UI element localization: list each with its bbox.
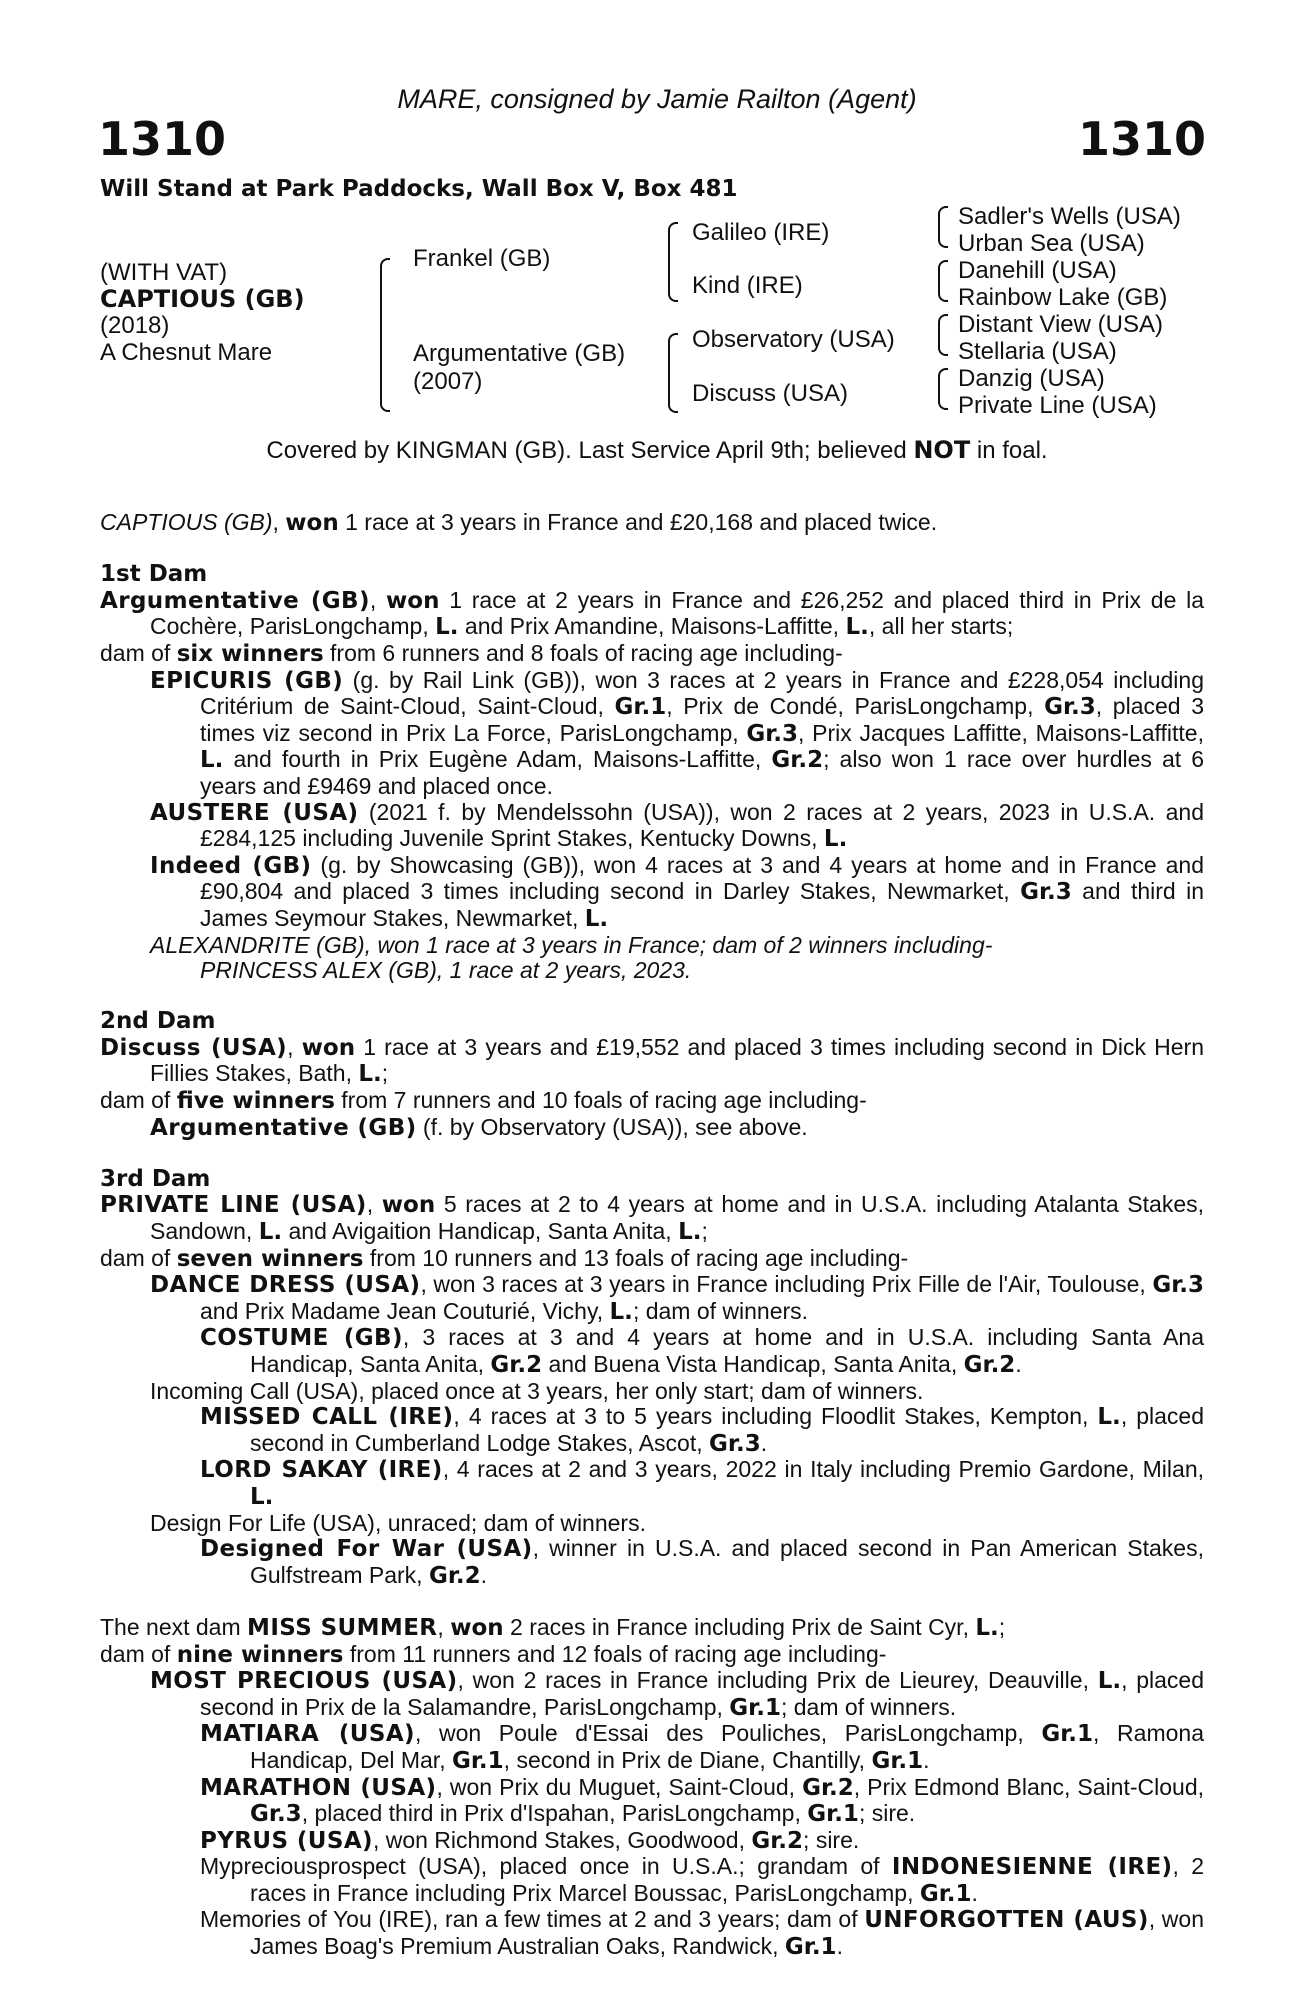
produce-memories-of-you: Memories of You (IRE), ran a few times at 2 and 3 years; dam of UNFORGOTTEN (AUS), won James Boag's Premium Australian Oaks, Randwick, Gr.1.: [200, 1906, 1204, 1961]
pedigree-brace-main: [380, 258, 390, 412]
produce-marathon: MARATHON (USA), won Prix du Muguet, Saint-Cloud, Gr.2, Prix Edmond Blanc, Saint-Cloud, Gr.3, placed third in Prix d'Ispahan, ParisLongchamp, Gr.1; sire.: [200, 1773, 1205, 1828]
third-dam-produce: dam of seven winners from 10 runners and 13 foals of racing age including-: [100, 1244, 909, 1272]
pedigree-sire-dam: Kind (IRE): [692, 272, 803, 299]
lot-number-right: 1310: [1077, 112, 1206, 166]
produce-designed-for-war: Designed For War (USA), winner in U.S.A. and placed second in Pan American Stakes, Gulfstream Park, Gr.2.: [200, 1535, 1204, 1589]
next-dam-line: The next dam MISS SUMMER, won 2 races in France including Prix de Saint Cyr, L.;: [100, 1613, 1006, 1641]
vat-note: (WITH VAT): [100, 259, 228, 286]
produce-princess-alex: PRINCESS ALEX (GB), 1 race at 2 years, 2023.: [200, 957, 692, 984]
pedigree-brace-dam: [668, 333, 678, 413]
second-dam-heading: 2nd Dam: [100, 1008, 216, 1035]
produce-design-for-life: Design For Life (USA), unraced; dam of winners.: [150, 1509, 646, 1536]
pedigree-brace-g4: [938, 368, 948, 410]
pedigree-dam-year: (2007): [413, 368, 483, 395]
pedigree-brace-sire: [668, 222, 678, 302]
pedigree-dam-sire: Observatory (USA): [692, 326, 895, 353]
produce-austere: AUSTERE (USA) (2021 f. by Mendelssohn (USA)), won 2 races at 2 years, 2023 in U.S.A. and £284,125 including Juvenile Sprint Stakes, Kentucky Downs, L.: [150, 798, 1204, 853]
lot-number-left: 1310: [98, 112, 227, 166]
produce-dance-dress: DANCE DRESS (USA), won 3 races at 3 years in France including Prix Fille de l'Air, Toulouse, Gr.3 and Prix Madame Jean Couturié, Vichy, L.; dam of winners.: [150, 1271, 1204, 1325]
horse-description: A Chesnut Mare: [100, 339, 273, 366]
second-dam-line: Discuss (USA), won 1 race at 3 years and £19,552 and placed 3 times including second in Dick Hern Fillies Stakes, Bath, L.;: [100, 1033, 1205, 1088]
pedigree-sire-sire: Galileo (IRE): [692, 219, 830, 246]
pedigree-gg-3: Danehill (USA): [958, 257, 1117, 284]
pedigree-brace-g3: [938, 314, 948, 356]
produce-epicuris: EPICURIS (GB) (g. by Rail Link (GB)), won 3 races at 2 years in France and £228,054 including Critérium de Saint-Cloud, Saint-Cloud, Gr.1, Prix de Condé, ParisLongchamp, Gr.3, placed 3 times viz second in Prix La Force, ParisLongchamp, Gr.3, Prix Jacques Laffitte, Maisons-Laffitte, L. and fourth in Prix Eugène Adam, Maisons-Laffitte, Gr.2; also won 1 race over hurdles at 6 years and £9469 and placed once.: [150, 666, 1204, 799]
pedigree-gg-2: Urban Sea (USA): [958, 230, 1145, 257]
first-dam-line: Argumentative (GB), won 1 race at 2 years in France and £26,252 and placed third in Prix de la Cochère, ParisLongchamp, L. and Prix Amandine, Maisons-Laffitte, L., all her starts;: [100, 586, 1205, 641]
produce-lord-sakay: LORD SAKAY (IRE), 4 races at 2 and 3 years, 2022 in Italy including Premio Gardone, Milan, L.: [200, 1456, 1204, 1510]
produce-mypreciousprospect: Mypreciousprospect (USA), placed once in U.S.A.; grandam of INDONESIENNE (IRE), 2 races in France including Prix Marcel Boussac, ParisLongchamp, Gr.1.: [200, 1853, 1205, 1907]
produce-incoming-call: Incoming Call (USA), placed once at 3 years, her only start; dam of winners.: [150, 1377, 924, 1404]
third-dam-heading: 3rd Dam: [100, 1165, 211, 1192]
stand-location: Will Stand at Park Paddocks, Wall Box V, Box 481: [100, 176, 738, 202]
pedigree-gg-6: Stellaria (USA): [958, 338, 1117, 365]
pedigree-gg-4: Rainbow Lake (GB): [958, 284, 1168, 311]
pedigree-dam: Argumentative (GB): [413, 340, 626, 367]
produce-most-precious: MOST PRECIOUS (USA), won 2 races in France including Prix de Lieurey, Deauville, L., placed second in Prix de la Salamandre, ParisLongchamp, Gr.1; dam of winners.: [150, 1667, 1204, 1721]
next-dam-produce: dam of nine winners from 11 runners and 12 foals of racing age including-: [100, 1640, 887, 1668]
horse-year: (2018): [100, 312, 170, 339]
produce-pyrus: PYRUS (USA), won Richmond Stakes, Goodwood, Gr.2; sire.: [200, 1826, 860, 1854]
produce-matiara: MATIARA (USA), won Poule d'Essai des Pouliches, ParisLongchamp, Gr.1, Ramona Handicap, Del Mar, Gr.1, second in Prix de Diane, Chantilly, Gr.1.: [200, 1720, 1204, 1774]
third-dam-line: PRIVATE LINE (USA), won 5 races at 2 to 4 years at home and in U.S.A. including Atalanta Stakes, Sandown, L. and Avigaition Handicap, Santa Anita, L.;: [100, 1191, 1205, 1246]
intro-line: CAPTIOUS (GB), won 1 race at 3 years in France and £20,168 and placed twice.: [100, 509, 938, 536]
pedigree-gg-7: Danzig (USA): [958, 365, 1105, 392]
first-dam-heading: 1st Dam: [100, 561, 208, 588]
pedigree-gg-1: Sadler's Wells (USA): [958, 203, 1181, 230]
horse-name: CAPTIOUS (GB): [100, 285, 305, 313]
consignor-subtitle: MARE, consigned by Jamie Railton (Agent): [397, 84, 917, 114]
produce-argumentative: Argumentative (GB) (f. by Observatory (USA)), see above.: [150, 1113, 808, 1141]
pedigree-brace-g2: [938, 260, 948, 302]
catalogue-text: [100, 510, 1204, 1961]
pedigree-dam-dam: Discuss (USA): [692, 380, 849, 407]
second-dam-produce: dam of five winners from 7 runners and 10 foals of racing age including-: [100, 1087, 867, 1115]
pedigree-brace-g1: [938, 206, 948, 248]
produce-indeed: Indeed (GB) (g. by Showcasing (GB)), won 4 races at 3 and 4 years at home and in France and £90,804 and placed 3 times including second in Darley Stakes, Newmarket, Gr.3 and third in James Seymour Stakes, Newmarket, L.: [150, 851, 1204, 932]
covered-note: Covered by KINGMAN (GB). Last Service April 9th; believed NOT in foal.: [266, 436, 1048, 464]
produce-alexandrite: ALEXANDRITE (GB), won 1 race at 3 years in France; dam of 2 winners including-: [150, 931, 993, 958]
pedigree-sire: Frankel (GB): [413, 245, 551, 272]
pedigree-gg-8: Private Line (USA): [958, 392, 1157, 419]
pedigree-gg-5: Distant View (USA): [958, 311, 1163, 338]
produce-costume: COSTUME (GB), 3 races at 3 and 4 years at home and in U.S.A. including Santa Ana Handicap, Santa Anita, Gr.2 and Buena Vista Handicap, Santa Anita, Gr.2.: [200, 1324, 1204, 1378]
first-dam-produce: dam of six winners from 6 runners and 8 foals of racing age including-: [100, 639, 843, 667]
produce-missed-call: MISSED CALL (IRE), 4 races at 3 to 5 years including Floodlit Stakes, Kempton, L., placed second in Cumberland Lodge Stakes, Ascot, Gr.3.: [200, 1403, 1205, 1457]
